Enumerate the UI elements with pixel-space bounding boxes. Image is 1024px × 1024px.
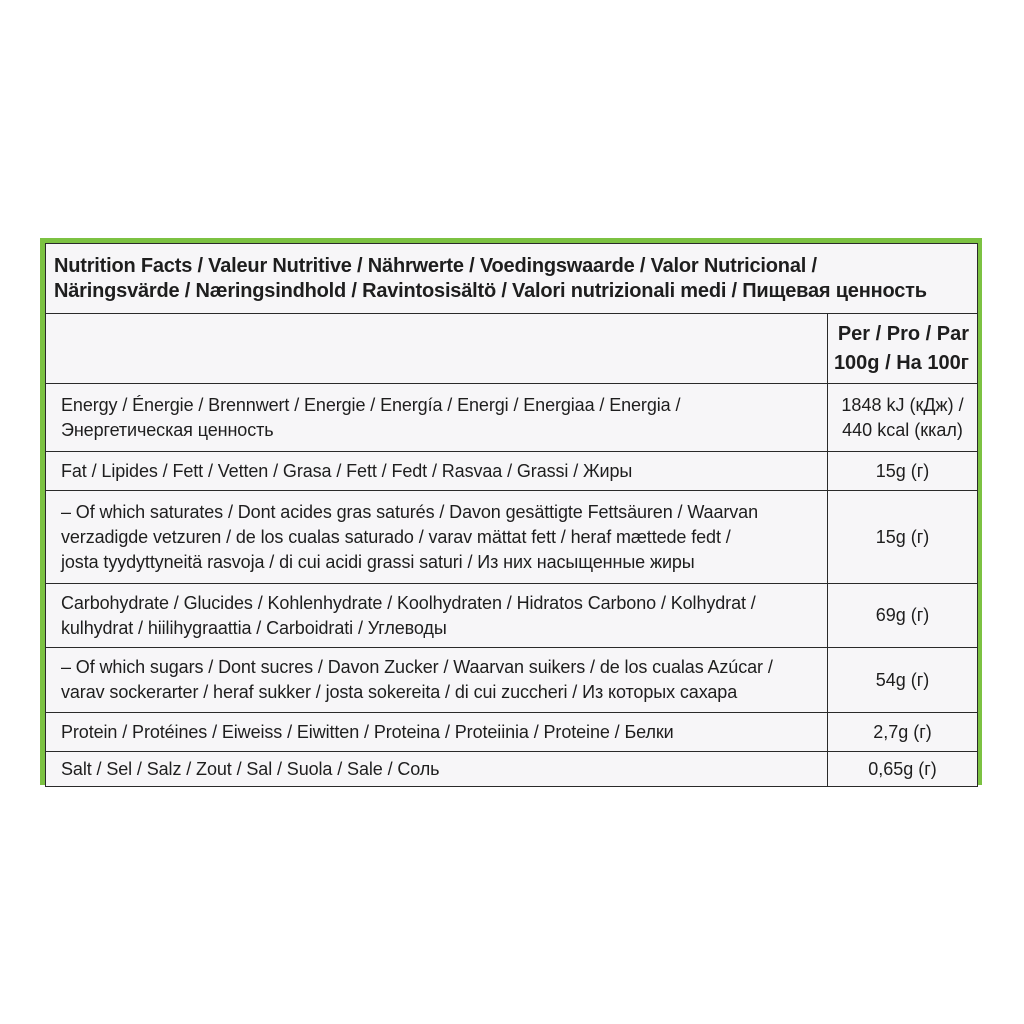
nutrient-value-line: 1848 kJ (кДж) / (841, 394, 964, 415)
per-header-line-2: 100g / На 100г (833, 351, 970, 374)
nutrient-value-line: 15g (г) (875, 460, 930, 481)
table-row (46, 752, 978, 787)
nutrient-value-carbohydrate (828, 584, 978, 648)
nutrient-value-fat (828, 452, 978, 491)
nutrient-name-line: Carbohydrate / Glucides / Kohlenhydrate / Koolhydraten / Hidratos Carbono / Kolhydrat / (61, 592, 756, 613)
table-title-line-2: Näringsvärde / Næringsindhold / Ravintosisältö / Valori nutrizionali medi / Пищевая ценность (54, 280, 927, 302)
column-header-row (46, 314, 978, 384)
table-title-line-1: Nutrition Facts / Valeur Nutritive / Nährwerte / Voedingswaarde / Valor Nutricional / (54, 255, 817, 277)
nutrition-table (45, 243, 978, 787)
nutrition-label-panel (40, 238, 982, 785)
nutrient-name-line: Salt / Sel / Salz / Zout / Sal / Suola / Sale / Соль (61, 758, 440, 779)
nutrient-name-line: – Of which sugars / Dont sucres / Davon Zucker / Waarvan suikers / de los cualas Azúcar / (61, 657, 773, 677)
table-row (46, 491, 978, 584)
table-row (46, 384, 978, 452)
nutrient-value-salt (828, 752, 978, 787)
nutrient-name-line: varav sockerarter / heraf sukker / josta sokereita / di cui zuccheri / Из которых сахара (61, 682, 738, 702)
nutrient-value-protein (828, 713, 978, 752)
nutrient-value-line: 0,65g (г) (868, 758, 937, 779)
nutrient-value-line: 69g (г) (875, 605, 930, 625)
per-header-line-1: Per / Pro / Par (837, 322, 970, 345)
nutrient-value-line: 15g (г) (875, 526, 930, 547)
table-row (46, 584, 978, 648)
nutrient-value-line: 54g (г) (875, 669, 930, 690)
table-row (46, 648, 978, 713)
header-empty-cell (46, 314, 828, 384)
table-title (46, 244, 978, 314)
nutrient-name-line: Fat / Lipides / Fett / Vetten / Grasa / Fett / Fedt / Rasvaa / Grassi / Жиры (61, 460, 633, 481)
table-row (46, 713, 978, 752)
nutrient-name-line: kulhydrat / hiilihygraattia / Carboidrati / Углеводы (61, 617, 447, 638)
nutrient-name-fat (46, 452, 828, 491)
nutrient-name-protein (46, 713, 828, 752)
table-row (46, 452, 978, 491)
nutrient-value-line: 2,7g (г) (873, 721, 932, 742)
nutrient-value-line: 440 kcal (ккал) (842, 419, 963, 440)
nutrient-name-line: Protein / Protéines / Eiweiss / Eiwitten / Proteina / Proteiinia / Proteine / Белки (61, 721, 674, 742)
nutrient-value-saturates (828, 491, 978, 584)
per-100g-header (828, 314, 978, 384)
nutrient-name-line: Energy / Énergie / Brennwert / Energie / Energía / Energi / Energiaa / Energia / (61, 394, 681, 415)
nutrient-name-line: josta tyydyttyneitä rasvoja / di cui acidi grassi saturi / Из них насыщенные жиры (61, 551, 695, 572)
nutrient-name-line: Энергетическая ценность (61, 419, 274, 440)
title-row (46, 244, 978, 314)
nutrient-name-salt (46, 752, 828, 787)
nutrient-name-saturates (46, 491, 828, 584)
nutrient-value-sugars (828, 648, 978, 713)
nutrient-name-line: – Of which saturates / Dont acides gras saturés / Davon gesättigte Fettsäuren / Waarvan (61, 501, 758, 522)
nutrient-name-sugars (46, 648, 828, 713)
nutrient-value-energy (828, 384, 978, 452)
nutrient-name-line: verzadigde vetzuren / de los cualas saturado / varav mättat fett / heraf mættede fedt / (61, 526, 731, 547)
nutrient-name-energy (46, 384, 828, 452)
nutrient-name-carbohydrate (46, 584, 828, 648)
